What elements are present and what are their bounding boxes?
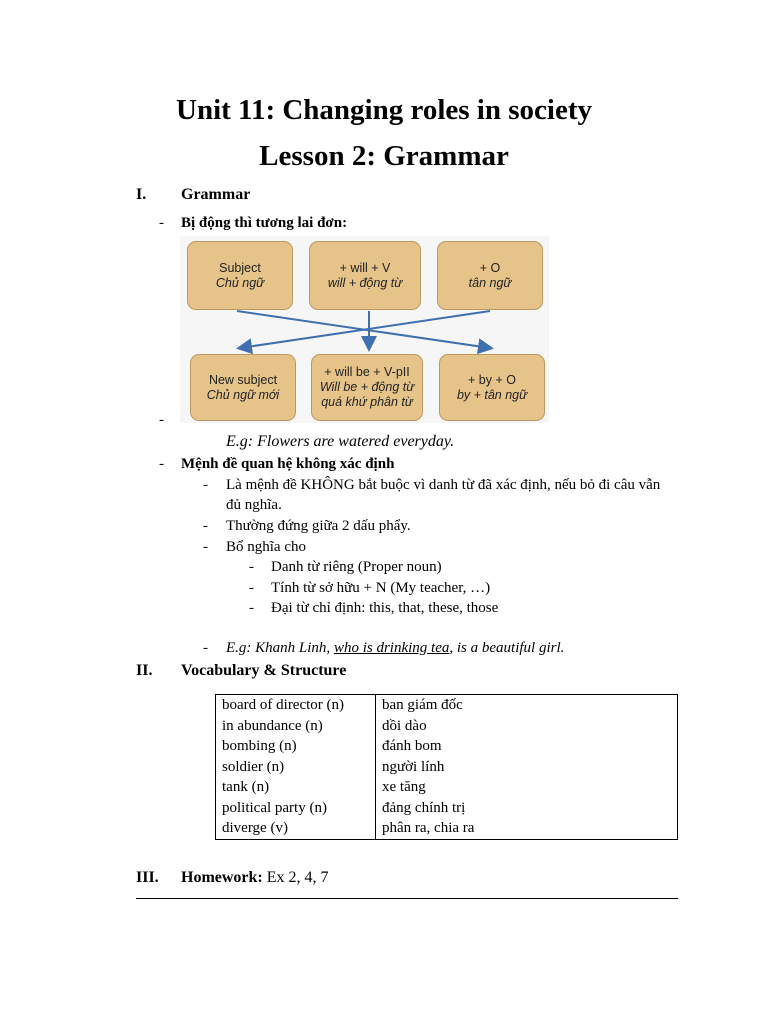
term: diverge (v)	[222, 820, 288, 836]
bullet-dash: -	[249, 559, 254, 575]
box-label: Subject	[219, 260, 261, 275]
term: board of director (n)	[222, 697, 345, 713]
diagram-box-will-be-vpii	[311, 354, 423, 421]
bullet-dash: -	[249, 600, 254, 616]
bullet-dash: -	[249, 580, 254, 596]
relative-point-2: Thường đứng giữa 2 dấu phẩy.	[226, 518, 411, 534]
page-title: Unit 11: Changing roles in society	[176, 94, 592, 126]
example-passive: E.g: Flowers are watered everyday.	[226, 433, 455, 450]
meaning: ban giám đốc	[382, 697, 463, 713]
bullet-dash: -	[203, 518, 208, 534]
box-label: + will be + V-pII	[324, 365, 410, 379]
passive-future-heading: Bị động thì tương lai đơn:	[181, 215, 348, 231]
section-3-number: III.	[136, 869, 159, 886]
homework-label: Homework:	[181, 869, 263, 886]
box-label: + O	[479, 260, 501, 275]
term: in abundance (n)	[222, 717, 323, 734]
bullet-dash: -	[159, 456, 164, 472]
relative-point-1: Là mệnh đề KHÔNG bắt buộc vì danh từ đã xác định, nếu bỏ đi câu vẫn	[226, 477, 661, 493]
divider-line	[136, 898, 678, 899]
table-cell-meanings	[376, 695, 678, 840]
vocabulary-table	[215, 694, 678, 840]
relative-point-1-cont: đủ nghĩa.	[226, 497, 282, 513]
table-cell-terms	[216, 695, 376, 840]
bullet-dash: -	[203, 477, 208, 493]
bullet-dash: -	[159, 215, 164, 231]
diagram-box-by-object	[439, 354, 545, 421]
term: political party (n)	[222, 799, 327, 816]
section-2-number: II.	[136, 662, 153, 679]
box-label-vi: Will be + động từ	[319, 380, 415, 394]
meaning: phân ra, chia ra	[382, 820, 475, 836]
box-label-vi: Chủ ngữ	[215, 275, 265, 290]
term: tank (n)	[222, 779, 270, 795]
term: bombing (n)	[222, 738, 297, 754]
bullet-dash: -	[203, 539, 208, 555]
example-text-end: , is a beautiful girl.	[449, 640, 565, 656]
section-1-number: I.	[136, 186, 147, 203]
meaning: xe tăng	[382, 779, 426, 795]
lesson-title: Lesson 2: Grammar	[259, 140, 509, 172]
meaning: người lính	[382, 758, 445, 775]
section-2-title: Vocabulary & Structure	[181, 662, 347, 679]
box-label-vi: tân ngữ	[468, 275, 512, 290]
bullet-dash: -	[159, 412, 164, 428]
box-label-vi: by + tân ngữ	[456, 387, 528, 402]
term: soldier (n)	[222, 758, 285, 775]
box-label: New subject	[208, 372, 278, 387]
meaning: đảng chính trị	[382, 799, 466, 816]
example-text: E.g: Khanh Linh,	[226, 640, 334, 656]
relative-point-3: Bổ nghĩa cho	[226, 539, 306, 555]
table-row	[216, 695, 678, 840]
homework-value: Ex 2, 4, 7	[266, 869, 329, 886]
homework-line	[181, 869, 329, 887]
sub-point-3: Đại từ chỉ định: this, that, these, those	[271, 600, 499, 616]
bullet-dash: -	[203, 640, 208, 656]
diagram-box-new-subject	[190, 354, 296, 421]
section-1-title: Grammar	[181, 186, 251, 203]
example-underlined: who is drinking tea	[333, 640, 450, 656]
box-label-vi: will + động từ	[327, 275, 403, 290]
diagram-box-subject	[187, 241, 293, 310]
meaning: đánh bom	[382, 738, 442, 754]
box-label: + will + V	[339, 260, 391, 275]
box-label-vi: Chủ ngữ mới	[206, 387, 280, 402]
sub-point-2: Tính từ sở hữu + N (My teacher, …)	[271, 580, 491, 596]
diagram-box-object	[437, 241, 543, 310]
meaning: dồi dào	[382, 717, 427, 734]
example-relative-clause	[226, 640, 564, 657]
sub-point-1: Danh từ riêng (Proper noun)	[271, 559, 442, 575]
passive-voice-diagram	[180, 236, 549, 423]
diagram-box-will-v	[309, 241, 421, 310]
box-label: + by + O	[468, 372, 516, 387]
box-label-vi-2: quá khứ phân từ	[321, 395, 413, 409]
relative-clause-heading: Mệnh đề quan hệ không xác định	[181, 456, 395, 472]
